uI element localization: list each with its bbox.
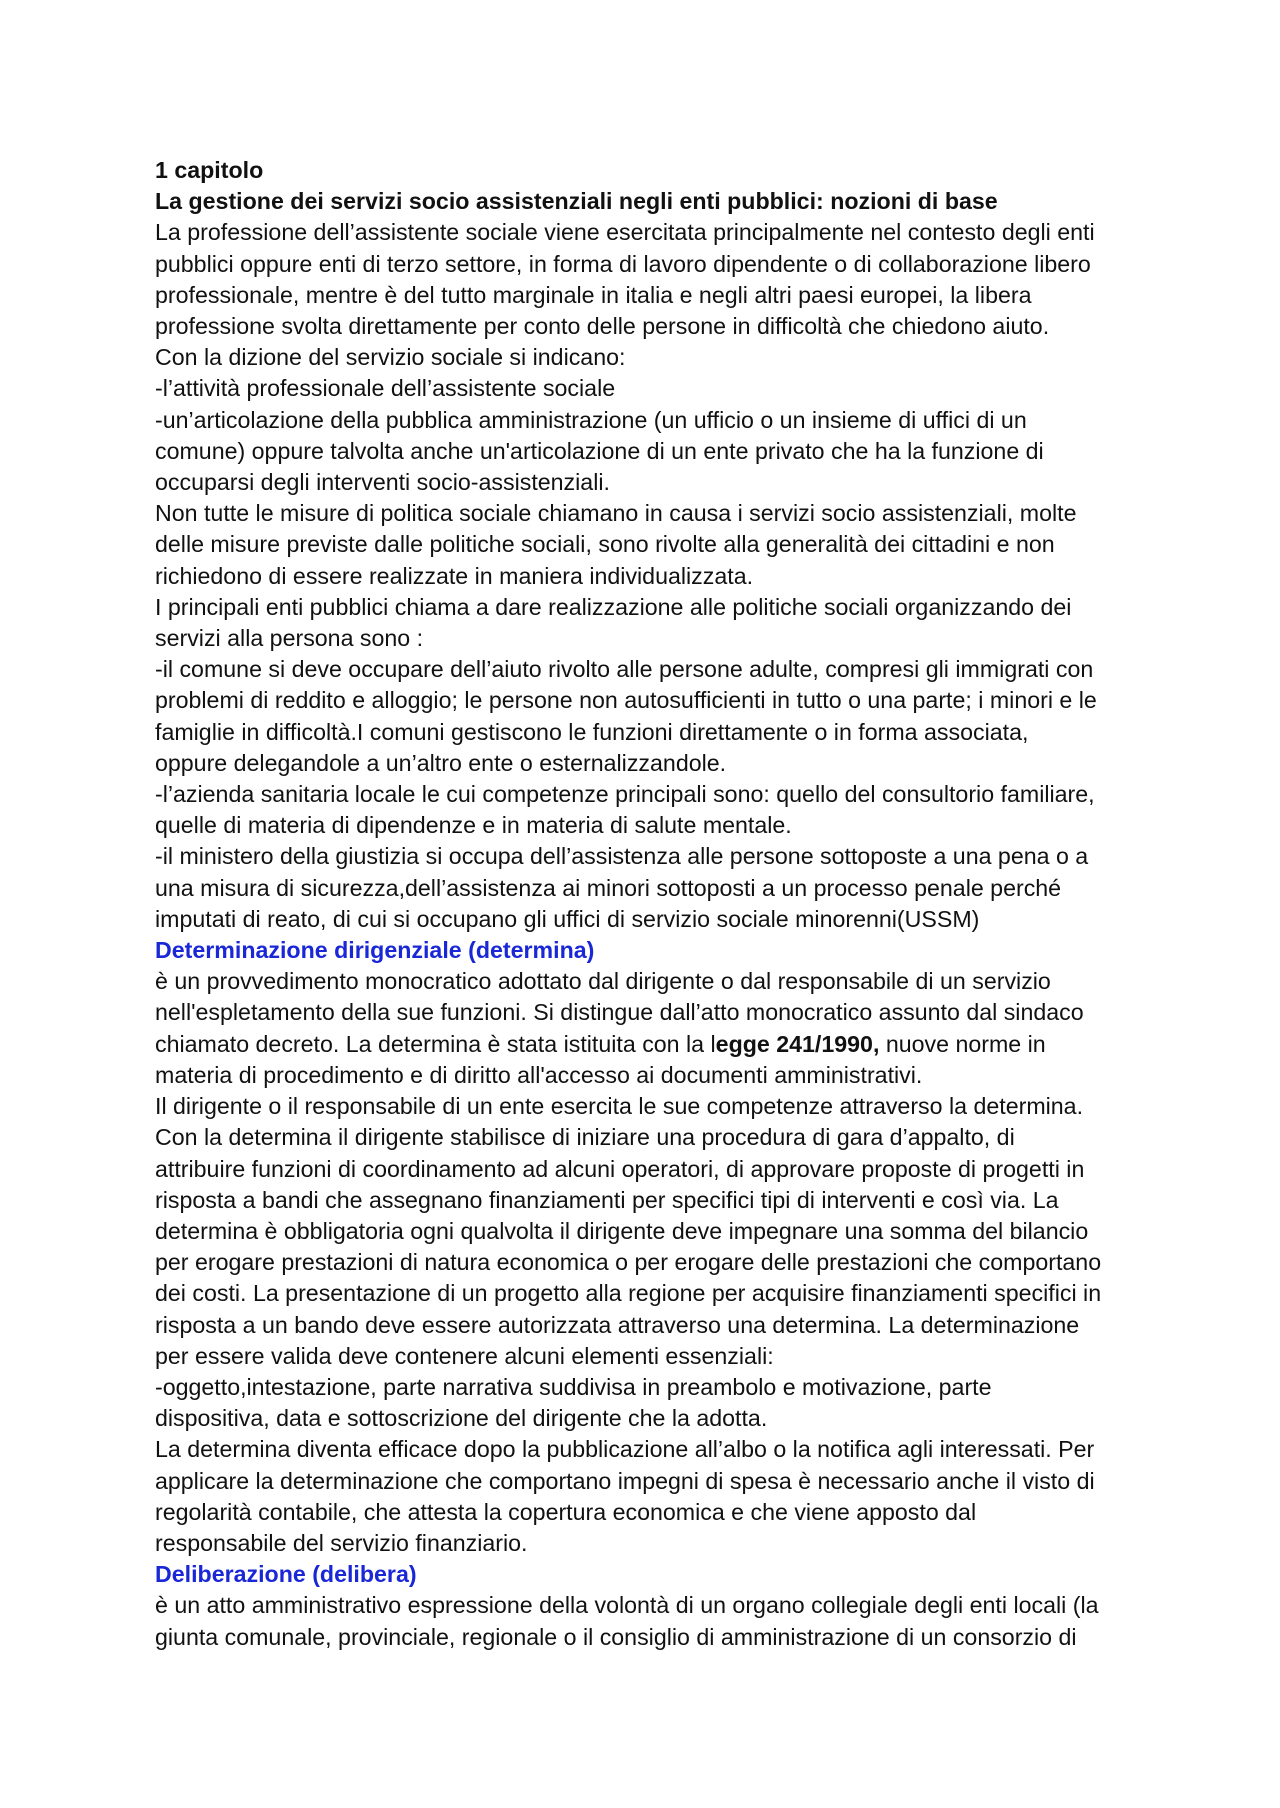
text-line: I principali enti pubblici chiama a dare realizzazione alle politiche sociali organizzando dei <box>155 593 1072 620</box>
text-line: La professione dell’assistente sociale viene esercitata principalmente nel contesto degli enti <box>155 219 1095 246</box>
text-line: Il dirigente o il responsabile di un ente esercita le sue competenze attraverso la determina. <box>155 1093 1084 1120</box>
text-line: -l’azienda sanitaria locale le cui competenze principali sono: quello del consultorio familiare, <box>155 781 1095 808</box>
law-line-before: chiamato decreto. La determina è stata istituita con la l <box>155 1030 716 1057</box>
text-line: -un’articolazione della pubblica amministrazione (un ufficio o un insieme di uffici di un <box>155 406 1027 433</box>
text-line: regolarità contabile, che attesta la copertura economica e che viene apposto dal <box>155 1498 977 1525</box>
text-line: servizi alla persona sono : <box>155 625 424 652</box>
text-line: risposta a un bando deve essere autorizzata attraverso una determina. La determinazione <box>155 1311 1080 1338</box>
text-line: professionale, mentre è del tutto marginale in italia e negli altri paesi europei, la libera <box>155 281 1032 308</box>
text-line: è un atto amministrativo espressione della volontà di un organo collegiale degli enti locali (la <box>155 1592 1099 1619</box>
delibera-paragraphs <box>155 1590 1130 1652</box>
text-line: dei costi. La presentazione di un progetto alla regione per acquisire finanziamenti specifici in <box>155 1280 1102 1307</box>
chapter-label: 1 capitolo <box>155 157 264 183</box>
text-line: per essere valida deve contenere alcuni elementi essenziali: <box>155 1342 774 1369</box>
determina-paragraphs <box>155 966 1130 1559</box>
text-line: Non tutte le misure di politica sociale chiamano in causa i servizi socio assistenziali, molte <box>155 500 1077 527</box>
text-line: professione svolta direttamente per conto delle persone in difficoltà che chiedono aiuto. <box>155 313 1050 340</box>
text-line: materia di procedimento e di diritto all'accesso ai documenti amministrativi. <box>155 1061 923 1088</box>
text-line: problemi di reddito e alloggio; le persone non autosufficienti in tutto o una parte; i minori e le <box>155 687 1097 714</box>
text-line: quelle di materia di dipendenze e in materia di salute mentale. <box>155 812 792 839</box>
text-line: imputati di reato, di cui si occupano gli uffici di servizio sociale minorenni(USSM) <box>155 905 980 932</box>
text-line: delle misure previste dalle politiche sociali, sono rivolte alla generalità dei cittadini e non <box>155 531 1055 558</box>
text-line: determina è obbligatoria ogni qualvolta il dirigente deve impegnare una somma del bilancio <box>155 1217 1089 1244</box>
chapter-title: La gestione dei servizi socio assistenziali negli enti pubblici: nozioni di base <box>155 188 998 215</box>
document-page <box>155 155 1130 1653</box>
text-line: occuparsi degli interventi socio-assistenziali. <box>155 469 610 496</box>
text-line: -il comune si deve occupare dell’aiuto rivolto alle persone adulte, compresi gli immigrati con <box>155 656 1094 683</box>
text-line: oppure delegandole a un’altro ente o esternalizzandole. <box>155 749 727 776</box>
text-line: -il ministero della giustizia si occupa dell’assistenza alle persone sottoposte a una pena o a <box>155 843 1089 870</box>
law-line-after: nuove norme in <box>879 1030 1046 1057</box>
text-line: responsabile del servizio finanziario. <box>155 1529 528 1556</box>
intro-paragraphs <box>155 217 1130 935</box>
text-line: nell'espletamento della sue funzioni. Si distingue dall’atto monocratico assunto dal sindaco <box>155 999 1084 1026</box>
text-line: Con la determina il dirigente stabilisce di iniziare una procedura di gara d’appalto, di <box>155 1124 1015 1151</box>
text-line: La determina diventa efficace dopo la pubblicazione all’albo o la notifica agli interessati. Per <box>155 1436 1095 1463</box>
text-line: comune) oppure talvolta anche un'articolazione di un ente privato che ha la funzione di <box>155 437 1044 464</box>
section-heading-determina: Determinazione dirigenziale (determina) <box>155 937 595 964</box>
text-line: famiglie in difficoltà.I comuni gestiscono le funzioni direttamente o in forma associata, <box>155 718 1029 745</box>
text-line: Con la dizione del servizio sociale si indicano: <box>155 344 626 371</box>
text-line: è un provvedimento monocratico adottato dal dirigente o dal responsabile di un servizio <box>155 968 1051 995</box>
text-line: risposta a bandi che assegnano finanziamenti per specifici tipi di interventi e così via. La <box>155 1186 1059 1213</box>
text-line: -oggetto,intestazione, parte narrativa suddivisa in preambolo e motivazione, parte <box>155 1373 992 1400</box>
text-line: una misura di sicurezza,dell’assistenza ai minori sottoposti a un processo penale perché <box>155 874 1062 901</box>
section-heading-delibera: Deliberazione (delibera) <box>155 1561 417 1588</box>
law-reference-line <box>155 1029 1130 1060</box>
text-line: per erogare prestazioni di natura economica o per erogare delle prestazioni che comportano <box>155 1249 1102 1276</box>
law-reference: egge 241/1990, <box>715 1030 880 1057</box>
text-line: applicare la determinazione che comportano impegni di spesa è necessario anche il visto di <box>155 1467 1095 1494</box>
text-line: -l’attività professionale dell’assistente sociale <box>155 375 616 402</box>
text-line: pubblici oppure enti di terzo settore, in forma di lavoro dipendente o di collaborazione libero <box>155 250 1091 277</box>
text-line: richiedono di essere realizzate in maniera individualizzata. <box>155 562 754 589</box>
text-line: giunta comunale, provinciale, regionale o il consiglio di amministrazione di un consorzio di <box>155 1623 1077 1650</box>
text-line: attribuire funzioni di coordinamento ad alcuni operatori, di approvare proposte di progetti in <box>155 1155 1085 1182</box>
text-line: dispositiva, data e sottoscrizione del dirigente che la adotta. <box>155 1405 768 1432</box>
